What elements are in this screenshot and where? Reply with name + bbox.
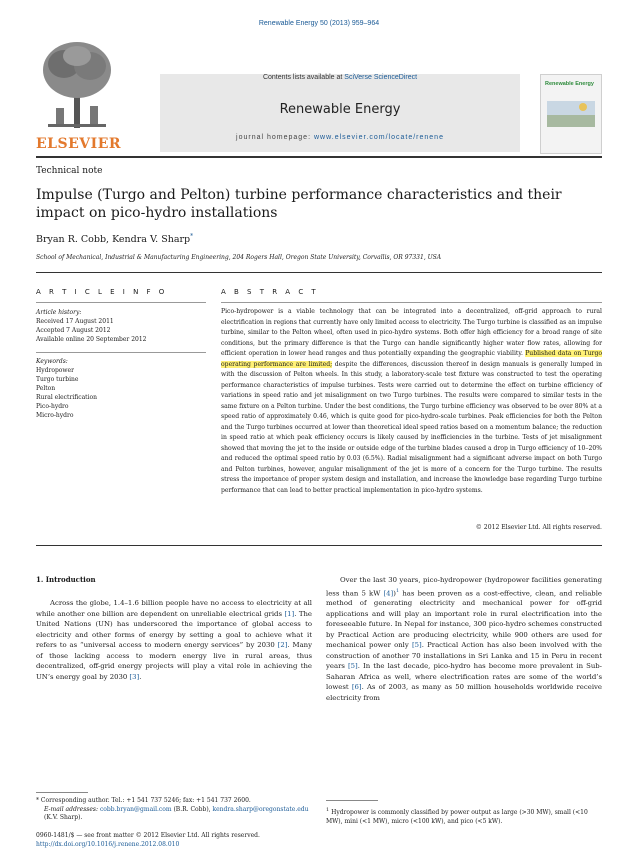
text: has been proven as a cost-effective, clean, and reliable method of generating electricity and mechanical power for off-grid applications and will play an important role in rural electrification into the foreseeable future. In Nepal for instance, 300 pico-hydro schemes constructed by Practical Action are producing electricity, while 900 others are used for mechanical power only <box>326 588 602 650</box>
email-label: E-mail addresses: <box>44 805 100 813</box>
contents-line <box>160 74 520 81</box>
keyword: Micro-hydro <box>36 412 74 419</box>
history-received: Received 17 August 2011 <box>36 318 114 325</box>
keywords <box>36 357 206 420</box>
footnote-rule <box>36 792 88 793</box>
history-accepted: Accepted 7 August 2012 <box>36 327 111 334</box>
keyword: Turgo turbine <box>36 376 79 383</box>
keyword: Rural electrification <box>36 394 97 401</box>
homepage-line <box>160 134 520 141</box>
journal-cover <box>540 74 602 154</box>
article-info-heading: A R T I C L E I N F O <box>36 288 168 296</box>
info-rule <box>36 302 206 303</box>
article-type: Technical note <box>36 166 103 176</box>
homepage-prefix: journal homepage: <box>236 134 314 141</box>
text: (K.V. Sharp). <box>44 814 83 821</box>
paper-title: Impulse (Turgo and Pelton) turbine performance characteristics and their impact on pico-hydro installations <box>36 187 562 221</box>
email-link[interactable]: kendra.sharp@oregonstate.edu <box>212 805 309 813</box>
journal-banner <box>160 74 520 152</box>
publisher-name: ELSEVIER <box>36 136 122 152</box>
history-online: Available online 20 September 2012 <box>36 336 147 343</box>
text: (B.R. Cobb), <box>171 805 213 813</box>
citation-link[interactable]: [2] <box>277 641 288 649</box>
citation-link[interactable]: [3] <box>129 672 140 681</box>
intro-right-column <box>326 575 602 703</box>
issn: 0960-1481/$ — see front matter © 2012 Elsevier Ltd. All rights reserved. <box>36 832 260 839</box>
citation-link[interactable]: [6] <box>351 683 362 692</box>
sciencedirect-link[interactable]: SciVerse ScienceDirect <box>344 74 418 81</box>
footnote-number: 1 <box>326 807 330 813</box>
cover-title: Renewable Energy <box>545 81 594 87</box>
corresponding-author-footnote <box>36 797 312 823</box>
text: . The United Nations (UN) has underscored the importance of global access to electricity and other forms of energy by setting a goal to achieve what it refers to as “universal access to modern energy services” by 2030 <box>36 609 312 649</box>
section-rule <box>36 272 602 273</box>
text: . In the last decade, pico-hydro has become more prevalent in Sub-Saharan Africa as well, where electrification rates are some of the world’s lowest <box>326 662 602 692</box>
contents-prefix: Contents lists available at <box>262 74 345 81</box>
tree-icon <box>36 38 118 134</box>
text: ) <box>393 588 396 597</box>
corresponding-author-mark[interactable]: * <box>190 233 194 240</box>
journal-reference[interactable]: Renewable Energy 50 (2013) 959–964 <box>258 20 380 27</box>
article-history <box>36 308 206 344</box>
footnote-rule <box>326 800 378 801</box>
citation-link[interactable]: [1] <box>284 609 295 618</box>
text: Corresponding author. Tel.: +1 541 737 5246; fax: +1 541 737 2600. <box>39 797 251 804</box>
journal-header <box>36 38 602 152</box>
email-link[interactable]: cobb.bryan@gmail.com <box>99 805 172 813</box>
abstract-part: despite the differences, discussion thereof in design manuals is generally lumped in with the discussion of Pelton wheels. In this study, a laboratory-scale test fixture was constructed to test the operating performance characteristics of impulse turbines. Tests were carried out to determine the effect on turbine efficiency of variations in speed ratio and jet misalignment on two Turgo turbines. The results were compared to similar tests in the same fixture on a Pelton turbine. Under the best conditions, the Turgo turbine efficiency was observed to be over 80% at a speed ratio of approximately 0.46, which is quite good for pico-hydro-scale turbines. Peak efficiencies for both the Pelton and the Turgo turbines occurred at lower than theoretical ideal speed ratios based on a momentum balance; the reduction in speed ratio at which peak efficiency occurs is likely caused by inefficiencies in the turbine. Tests of jet misalignment showed that moving the jet to the inside or outside edge of the turbine blades caused a drop in Turgo efficiency of 10–20% and reduced the optimal speed ratio by 0.03 (6.5%). Radial misalignment had a significant adverse impact on both Turgo and Pelton turbines, however, angular misalignment of the jet is more of a concern for the Turgo turbine. The results stress the importance of proper system design and installation, and increase the knowledge base regarding Turgo turbine performance that can lead to better practical implementation in pico-hydro systems. <box>221 360 603 494</box>
authors <box>36 233 193 245</box>
text: Hydropower is commonly classified by power output as large (>30 MW), small (<10 MW), mini (<1 MW), micro (<100 kW), and pico (<5 kW). <box>326 809 588 825</box>
text: Over the last 30 years, pico-hydropower (hydropower facilities generating less than 5 kW <box>326 576 602 597</box>
abstract-part: Pico-hydropower is a viable technology that can be integrated into a decentralized, off-grid approach to rural electrification in regions that currently have only limited access to electricity. The Turgo turbine is classified as an impulse turbine, similar to the Pelton wheel, often used in pico-hydro systems. Both offer high efficiency for a broad range of site conditions, but the primary difference is that the Turgo can handle significantly higher water flow rates, allowing for efficient operation in lower head ranges and thus potentially expanding the geographic viability. <box>221 308 602 357</box>
doi-link[interactable]: http://dx.doi.org/10.1016/j.renene.2012.08.010 <box>36 840 180 848</box>
footnote-link[interactable]: 1 <box>395 587 400 594</box>
history-label: Article history: <box>36 309 82 316</box>
header-rule <box>36 156 602 158</box>
text: . Practical Action has also been involved with the construction of another 70 installations in Sri Lanka and 15 in Peru in recent years <box>326 641 602 671</box>
keyword: Pelton <box>36 385 56 392</box>
copyright: © 2012 Elsevier Ltd. All rights reserved. <box>475 524 602 531</box>
author-names: Bryan R. Cobb, Kendra V. Sharp <box>36 234 191 246</box>
affiliation: School of Mechanical, Industrial & Manufacturing Engineering, 204 Rogers Hall, Oregon State University, Corvallis, OR 97331, USA <box>36 254 442 261</box>
keyword: Pico-hydro <box>36 403 69 410</box>
issn-doi <box>36 832 336 849</box>
introduction-heading: 1. Introduction <box>36 575 96 584</box>
keyword: Hydropower <box>36 367 74 374</box>
keywords-label: Keywords: <box>36 358 68 365</box>
citation-link[interactable]: [5] <box>411 641 422 650</box>
footnote-mark: * <box>36 797 39 804</box>
elsevier-logo <box>36 38 122 152</box>
abstract-rule <box>221 302 602 303</box>
intro-left-column <box>36 598 312 682</box>
cover-image-icon <box>541 75 601 153</box>
text: . As of 2003, as many as 50 million households worldwide receive electricity from <box>326 683 602 702</box>
citation-link[interactable]: [5] <box>347 662 358 671</box>
homepage-link[interactable]: www.elsevier.com/locate/renene <box>313 134 444 141</box>
text: Across the globe, 1.4–1.6 billion people have no access to electricity at all while another one billion are dependent on unreliable electrical grids <box>36 599 312 618</box>
text: . <box>139 672 142 681</box>
text: . Many of those lacking access to modern energy live in rural areas, thus decentralized, off-grid energy projects will play a vital role in achieving the UN’s energy goal by 2030 <box>36 641 313 681</box>
keywords-rule <box>36 352 206 353</box>
citation-link[interactable]: [4] <box>383 588 394 597</box>
abstract-heading: A B S T R A C T <box>221 288 319 296</box>
abstract-highlight: Published data on Turgo operating performance are limited; <box>221 350 603 368</box>
body-rule <box>36 545 602 546</box>
abstract-text <box>221 307 602 496</box>
journal-title: Renewable Energy <box>279 102 401 117</box>
footnote-1 <box>326 806 602 826</box>
